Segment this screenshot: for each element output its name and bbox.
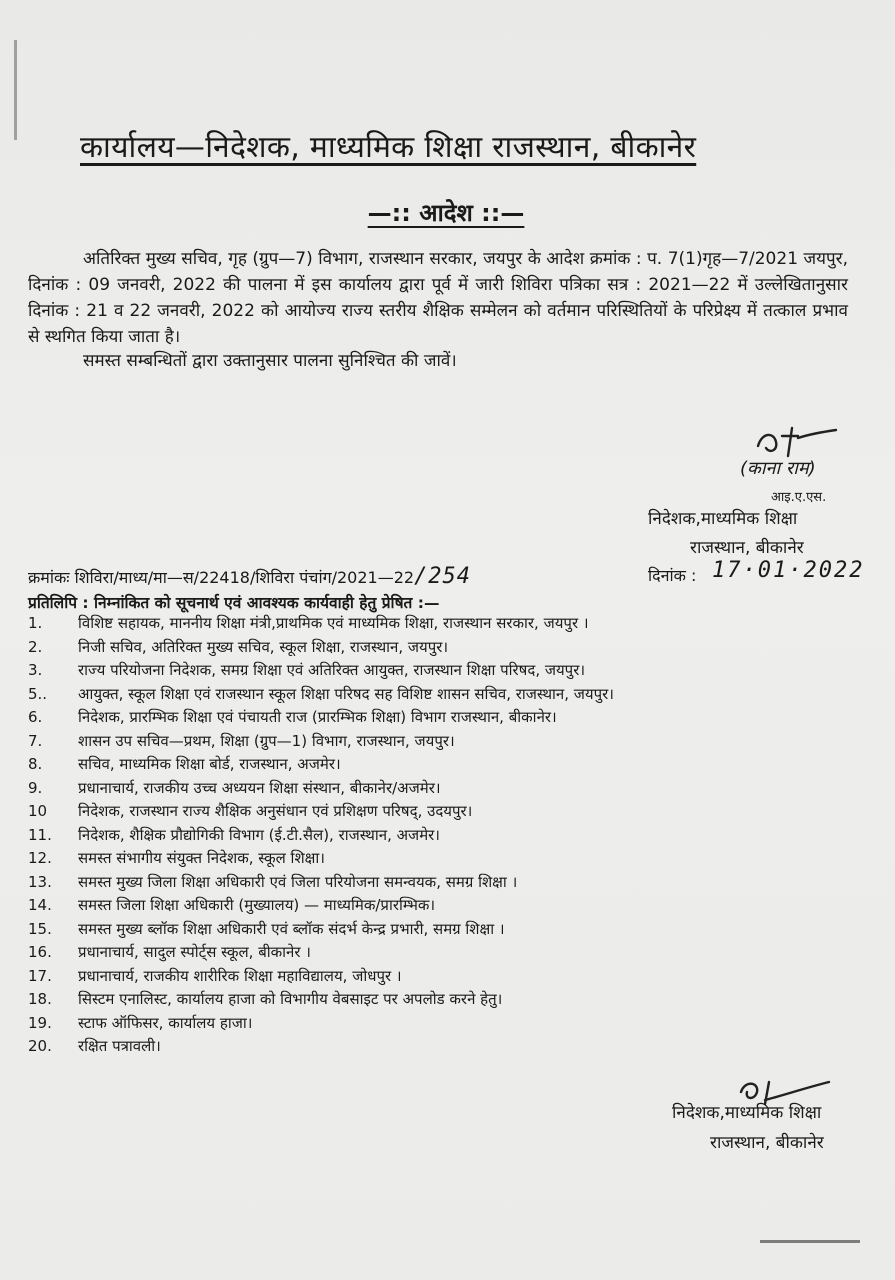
handwritten-signature: [752, 424, 842, 460]
copy-to-item-number: 13.: [28, 872, 52, 891]
page-edge-shadow: [0, 40, 17, 140]
copy-to-item: [28, 1035, 828, 1059]
copy-to-item: [28, 988, 828, 1012]
signatory-designation: निदेशक,माध्यमिक शिक्षा: [648, 509, 798, 529]
copy-to-item-text: स्टाफ ऑफिसर, कार्यालय हाजा।: [78, 1013, 253, 1032]
copy-to-item: [28, 683, 828, 707]
copy-to-item: [28, 706, 828, 730]
page-bottom-mark: [760, 1240, 860, 1243]
copy-to-item-text: निदेशक, शैक्षिक प्रौद्योगिकी विभाग (ई.टी.सैल), राजस्थान, अजमेर।: [78, 825, 440, 844]
reference-number: [28, 564, 471, 589]
copy-to-item-text: रक्षित पत्रावली।: [78, 1037, 161, 1055]
date-label: दिनांक :: [648, 566, 697, 585]
copy-to-item-number: 3.: [28, 661, 43, 679]
copy-to-item: [28, 1012, 828, 1036]
copy-to-item: [28, 918, 828, 942]
copy-to-list: [28, 612, 828, 1059]
copy-to-item-number: 6.: [28, 708, 43, 726]
copy-to-item-text: आयुक्त, स्कूल शिक्षा एवं राजस्थान स्कूल शिक्षा परिषद सह विशिष्ट शासन सचिव, राजस्थान, जयपुर।: [78, 684, 614, 703]
copy-to-item-number: 2.: [28, 637, 43, 656]
copy-to-item-text: समस्त मुख्य ब्लॉक शिक्षा अधिकारी एवं ब्लॉक संदर्भ केन्द्र प्रभारी, समग्र शिक्षा ।: [78, 919, 505, 938]
copy-to-item: [28, 824, 828, 848]
copy-to-item-number: 19.: [28, 1013, 52, 1032]
compliance-paragraph: समस्त सम्बन्धितों द्वारा उक्तानुसार पालना सुनिश्चित की जावें।: [83, 351, 457, 371]
handwritten-date: 17·01·2022: [712, 558, 865, 583]
copy-to-item-number: 7.: [28, 731, 43, 750]
copy-to-item-text: समस्त जिला शिक्षा अधिकारी (मुख्यालय) — माध्यमिक/प्रारम्भिक।: [78, 896, 436, 914]
copy-to-item-number: 18.: [28, 990, 52, 1008]
copy-to-item: [28, 636, 828, 660]
footer-designation: निदेशक,माध्यमिक शिक्षा: [672, 1103, 822, 1123]
order-heading: —:: आदेश ::—: [367, 199, 525, 227]
copy-to-item: [28, 753, 828, 777]
copy-to-item: [28, 800, 828, 824]
copy-to-item-number: 12.: [28, 849, 52, 867]
copy-to-item-number: 9.: [28, 778, 43, 797]
copy-to-item-text: शासन उप सचिव—प्रथम, शिक्षा (ग्रुप—1) विभाग, राजस्थान, जयपुर।: [78, 731, 455, 750]
copy-to-intro: प्रतिलिपि : निम्नांकित को सूचनार्थ एवं आवश्यक कार्यवाही हेतु प्रेषित :—: [28, 594, 440, 612]
copy-to-item-number: 20.: [28, 1037, 52, 1055]
copy-to-item-number: 17.: [28, 966, 52, 985]
copy-to-item: [28, 941, 828, 965]
copy-to-item: [28, 847, 828, 871]
copy-to-item-text: प्रधानाचार्य, राजकीय उच्च अध्ययन शिक्षा संस्थान, बीकानेर/अजमेर।: [78, 778, 441, 797]
copy-to-item-text: प्रधानाचार्य, राजकीय शारीरिक शिक्षा महाविद्यालय, जोधपुर ।: [78, 966, 402, 985]
copy-to-item-text: समस्त संभागीय संयुक्त निदेशक, स्कूल शिक्षा।: [78, 849, 325, 867]
copy-to-item: [28, 965, 828, 989]
copy-to-item-number: 11.: [28, 825, 52, 844]
signatory-name: (काना राम): [740, 458, 816, 479]
office-title: कार्यालय—निदेशक, माध्यमिक शिक्षा राजस्थान, बीकानेर: [80, 130, 697, 165]
footer-location: राजस्थान, बीकानेर: [710, 1133, 824, 1153]
copy-to-item-text: निदेशक, प्रारम्भिक शिक्षा एवं पंचायती राज (प्रारम्भिक शिक्षा) विभाग राजस्थान, बीकानेर।: [78, 708, 557, 726]
copy-to-item-text: प्रधानाचार्य, सादुल स्पोर्ट्स स्कूल, बीकानेर ।: [78, 943, 311, 961]
copy-to-item-text: सचिव, माध्यमिक शिक्षा बोर्ड, राजस्थान, अजमेर।: [78, 755, 341, 773]
copy-to-item-text: राज्य परियोजना निदेशक, समग्र शिक्षा एवं अतिरिक्त आयुक्त, राजस्थान शिक्षा परिषद, जयपुर।: [78, 661, 586, 679]
order-body-paragraph: अतिरिक्त मुख्य सचिव, गृह (ग्रुप—7) विभाग, राजस्थान सरकार, जयपुर के आदेश क्रमांक : प. 7(1)गृह—7/2021 जयपुर, दिनांक : 09 जनवरी, 2022 की पालना में इस कार्यालय द्वारा पूर्व में जारी शिविरा पत्रिका सत्र : 2021—22 में उल्लेखितानुसार दिनांक : 21 व 22 जनवरी, 2022 को आयोज्य राज्य स्तरीय शैक्षिक सम्मेलन को वर्तमान परिस्थितियों के परिप्रेक्ष्य में तत्काल प्रभाव से स्थगित किया जाता है।: [28, 249, 848, 347]
copy-to-item: [28, 659, 828, 683]
signatory-location: राजस्थान, बीकानेर: [690, 538, 804, 558]
copy-to-item-number: 15.: [28, 919, 52, 938]
copy-to-item: [28, 777, 828, 801]
copy-to-item-number: 10: [28, 802, 48, 820]
reference-handwritten-number: /254: [414, 564, 472, 589]
copy-to-item: [28, 871, 828, 895]
copy-to-item-number: 8.: [28, 755, 43, 773]
reference-printed: क्रमांकः शिविरा/माध्य/मा—स/22418/शिविरा पंचांग/2021—22: [28, 568, 415, 587]
copy-to-item-text: समस्त मुख्य जिला शिक्षा अधिकारी एवं जिला परियोजना समन्वयक, समग्र शिक्षा ।: [78, 872, 518, 891]
copy-to-item-number: 16.: [28, 943, 52, 961]
copy-to-item: [28, 894, 828, 918]
copy-to-item-number: 1.: [28, 614, 43, 632]
copy-to-item-number: 5..: [28, 684, 48, 703]
copy-to-item-text: विशिष्ट सहायक, माननीय शिक्षा मंत्री,प्राथमिक एवं माध्यमिक शिक्षा, राजस्थान सरकार, जयपुर ।: [78, 614, 589, 632]
copy-to-item-number: 14.: [28, 896, 52, 914]
copy-to-item-text: निदेशक, राजस्थान राज्य शैक्षिक अनुसंधान एवं प्रशिक्षण परिषद्, उदयपुर।: [78, 802, 473, 820]
copy-to-item-text: सिस्टम एनालिस्ट, कार्यालय हाजा को विभागीय वेबसाइट पर अपलोड करने हेतु।: [78, 990, 503, 1008]
copy-to-item: [28, 730, 828, 754]
signatory-cadre: आइ.ए.एस.: [771, 490, 827, 505]
copy-to-item: [28, 612, 828, 636]
copy-to-item-text: निजी सचिव, अतिरिक्त मुख्य सचिव, स्कूल शिक्षा, राजस्थान, जयपुर।: [78, 637, 449, 656]
